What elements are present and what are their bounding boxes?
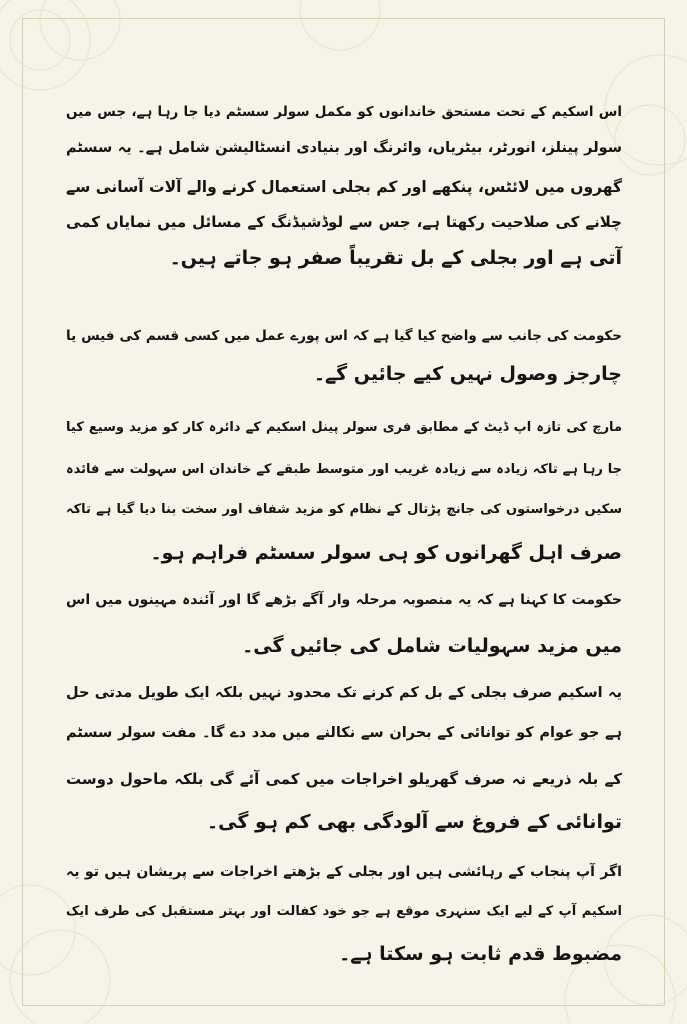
paragraph-1-line: اس اسکیم کے تحت مستحق خاندانوں کو مکمل سولر سسٹم دیا جا رہا ہے، جس میں	[66, 104, 622, 120]
paragraph-1-line: سولر پینلز، انورٹر، بیٹریاں، وائرنگ اور بنیادی انسٹالیشن شامل ہے۔ یہ سسٹم	[66, 140, 622, 156]
paragraph-1-line: چلانے کی صلاحیت رکھتا ہے، جس سے لوڈشیڈنگ کے مسائل میں نمایاں کمی	[66, 213, 622, 231]
paragraph-2-line: حکومت کی جانب سے واضح کیا گیا ہے کہ اس پورے عمل میں کسی قسم کی فیس یا	[66, 328, 622, 344]
paragraph-5-line: ہے جو عوام کو توانائی کے بحران سے نکالنے میں مدد دے گا۔ مفت سولر سسٹم	[66, 725, 622, 741]
paragraph-6-line: اسکیم آپ کے لیے ایک سنہری موقع ہے جو خود کفالت اور بہتر مستقبل کی طرف ایک	[66, 904, 622, 919]
paragraph-2-line: چارجز وصول نہیں کیے جائیں گے۔	[313, 363, 622, 385]
paragraph-3-line: مارچ کی تازہ اپ ڈیٹ کے مطابق فری سولر پینل اسکیم کے دائرہ کار کو مزید وسیع کیا	[66, 420, 622, 435]
paragraph-6-line: اگر آپ پنجاب کے رہائشی ہیں اور بجلی کے بڑھتے اخراجات سے پریشان ہیں تو یہ	[66, 864, 622, 880]
paragraph-3-line: صرف اہل گھرانوں کو ہی سولر سسٹم فراہم ہو۔	[150, 542, 622, 564]
paragraph-4-line: حکومت کا کہنا ہے کہ یہ منصوبہ مرحلہ وار آگے بڑھے گا اور آئندہ مہینوں میں اس	[66, 592, 622, 608]
paragraph-3-line: سکیں درخواستوں کی جانچ پڑتال کے نظام کو مزید شفاف اور سخت بنا دیا گیا ہے تاکہ	[66, 502, 622, 517]
paragraph-5-line: یہ اسکیم صرف بجلی کے بل کم کرنے تک محدود نہیں بلکہ ایک طویل مدتی حل	[66, 685, 622, 701]
paragraph-3-line: جا رہا ہے تاکہ زیادہ سے زیادہ غریب اور متوسط طبقے کے خاندان اس سہولت سے فائدہ	[66, 462, 622, 477]
paragraph-5-line: کے بلہ ذریعے نہ صرف گھریلو اخراجات میں کمی آئے گی بلکہ ماحول دوست	[66, 770, 622, 788]
paragraph-1-line: گھروں میں لائٹس، پنکھے اور کم بجلی استعمال کرنے والے آلات آسانی سے	[66, 178, 622, 196]
paragraph-5-line: توانائی کے فروغ سے آلودگی بھی کم ہو گی۔	[206, 811, 622, 833]
paragraph-6-line: مضبوط قدم ثابت ہو سکتا ہے۔	[339, 943, 622, 965]
paragraph-4-line: میں مزید سہولیات شامل کی جائیں گی۔	[242, 635, 622, 657]
paragraph-1-line: آتی ہے اور بجلی کے بل تقریباً صفر ہو جاتے ہیں۔	[169, 247, 622, 269]
